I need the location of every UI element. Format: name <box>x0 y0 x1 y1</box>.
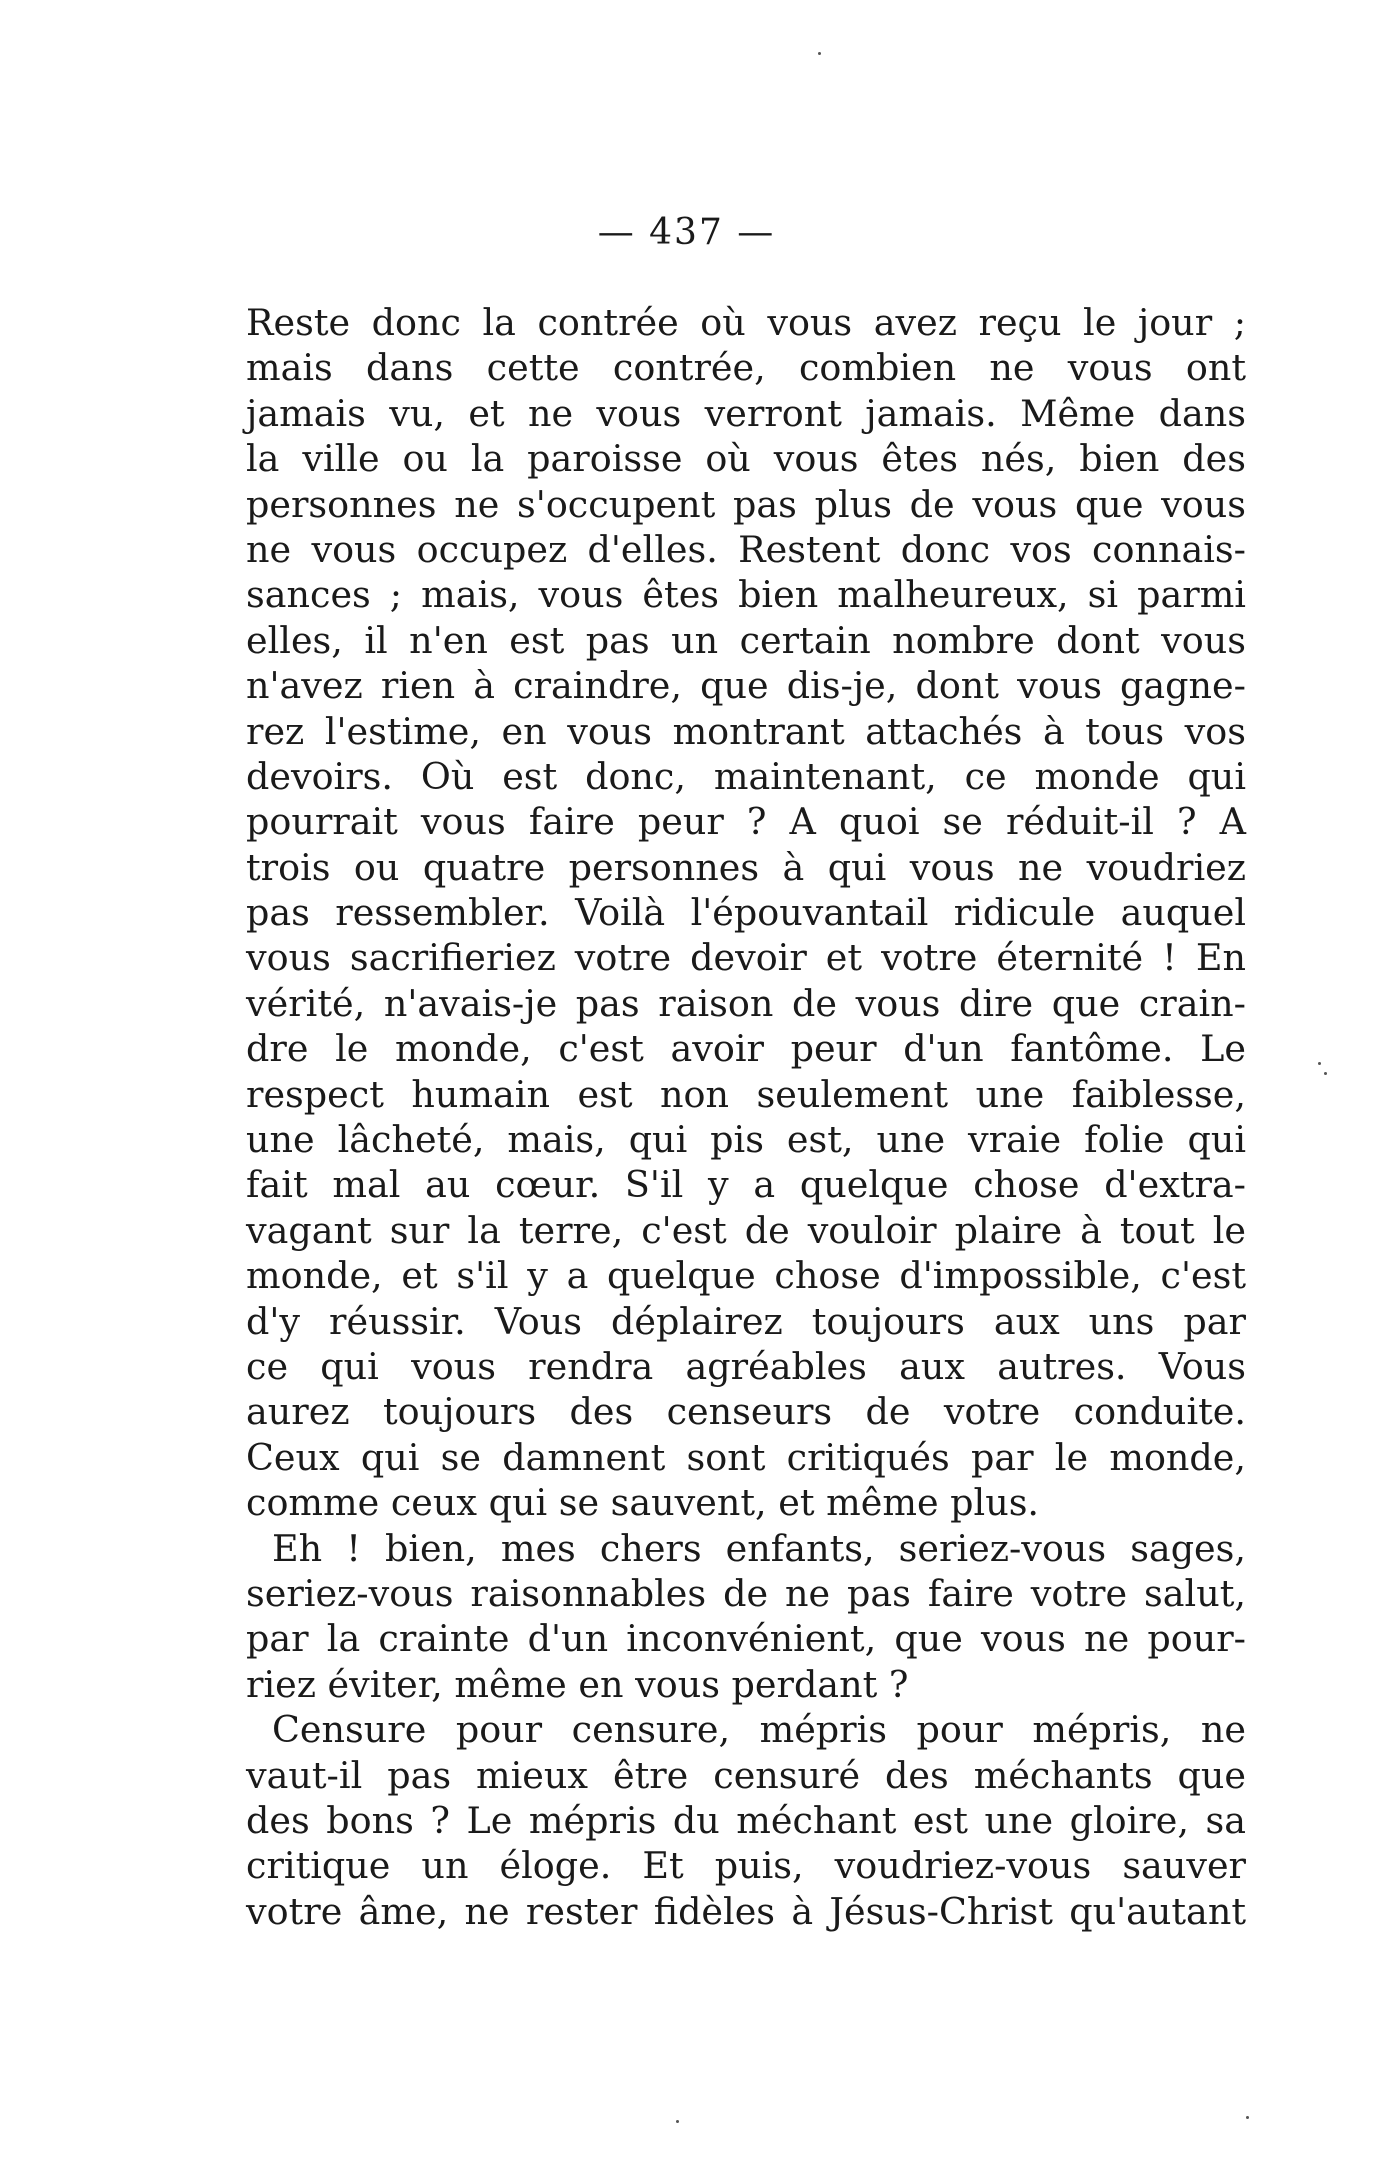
text-line: riez éviter, même en vous perdant ? <box>246 1662 909 1706</box>
text-line: Reste donc la contrée où vous avez reçu le jour ; <box>246 301 1246 344</box>
text-line: Eh ! bien, mes chers enfants, seriez-vous sages, <box>272 1526 1246 1570</box>
scan-speck <box>818 52 821 55</box>
text-line: vérité, n'avais-je pas raison de vous dire que crain- <box>246 981 1246 1025</box>
text-line: monde, et s'il y a quelque chose d'impossible, c'est <box>246 1254 1246 1298</box>
text-line: n'avez rien à craindre, que dis-je, dont vous gagne- <box>246 664 1246 708</box>
text-line: pourrait vous faire peur ? A quoi se réduit-il ? A <box>246 800 1246 844</box>
text-line: personnes ne s'occupent pas plus de vous que vous <box>246 482 1246 526</box>
text-line: respect humain est non seulement une faiblesse, <box>246 1072 1246 1116</box>
text-line: une lâcheté, mais, qui pis est, une vraie folie qui <box>246 1118 1246 1162</box>
text-line: critique un éloge. Et puis, voudriez-vous sauver <box>246 1844 1246 1888</box>
text-line: ce qui vous rendra agréables aux autres. Vous <box>246 1344 1246 1388</box>
text-line: d'y réussir. Vous déplairez toujours aux uns par <box>246 1299 1246 1343</box>
text-line: vous sacrifieriez votre devoir et votre éternité ! En <box>246 936 1246 980</box>
text-line: comme ceux qui se sauvent, et même plus. <box>246 1481 1040 1525</box>
text-line: rez l'estime, en vous montrant attachés à tous vos <box>246 709 1246 753</box>
text-line: devoirs. Où est donc, maintenant, ce monde qui <box>246 754 1246 798</box>
text-line: Censure pour censure, mépris pour mépris, ne <box>272 1708 1246 1752</box>
text-line: dre le monde, c'est avoir peur d'un fantôme. Le <box>246 1027 1246 1071</box>
scan-speck <box>1246 2116 1249 2119</box>
text-line: ne vous occupez d'elles. Restent donc vos connais- <box>246 527 1246 571</box>
text-line: votre âme, ne rester fidèles à Jésus-Christ qu'autant <box>246 1889 1246 1933</box>
page-number: — 437 — <box>597 212 776 253</box>
scan-speck <box>1324 1072 1327 1075</box>
text-line: par la crainte d'un inconvénient, que vous ne pour- <box>246 1617 1246 1661</box>
text-line: la ville ou la paroisse où vous êtes nés, bien des <box>246 437 1246 481</box>
text-line: sances ; mais, vous êtes bien malheureux, si parmi <box>246 573 1246 617</box>
text-line: trois ou quatre personnes à qui vous ne voudriez <box>246 845 1246 889</box>
text-line: seriez-vous raisonnables de ne pas faire votre salut, <box>246 1571 1246 1615</box>
text-line: mais dans cette contrée, combien ne vous ont <box>246 346 1246 390</box>
text-line: vagant sur la terre, c'est de vouloir plaire à tout le <box>246 1208 1246 1252</box>
text-line: fait mal au cœur. S'il y a quelque chose d'extra- <box>246 1163 1246 1207</box>
text-line: jamais vu, et ne vous verront jamais. Même dans <box>246 391 1246 435</box>
scan-speck <box>1318 1062 1321 1065</box>
text-line: elles, il n'en est pas un certain nombre dont vous <box>246 618 1246 662</box>
scan-speck <box>676 2120 679 2123</box>
text-line: vaut-il pas mieux être censuré des méchants que <box>246 1753 1246 1797</box>
text-line: pas ressembler. Voilà l'épouvantail ridicule auquel <box>246 891 1246 935</box>
text-line: Ceux qui se damnent sont critiqués par le monde, <box>246 1435 1246 1479</box>
text-line: aurez toujours des censeurs de votre conduite. <box>246 1390 1246 1434</box>
text-line: des bons ? Le mépris du méchant est une gloire, sa <box>246 1798 1246 1842</box>
body-text <box>246 300 1246 1934</box>
